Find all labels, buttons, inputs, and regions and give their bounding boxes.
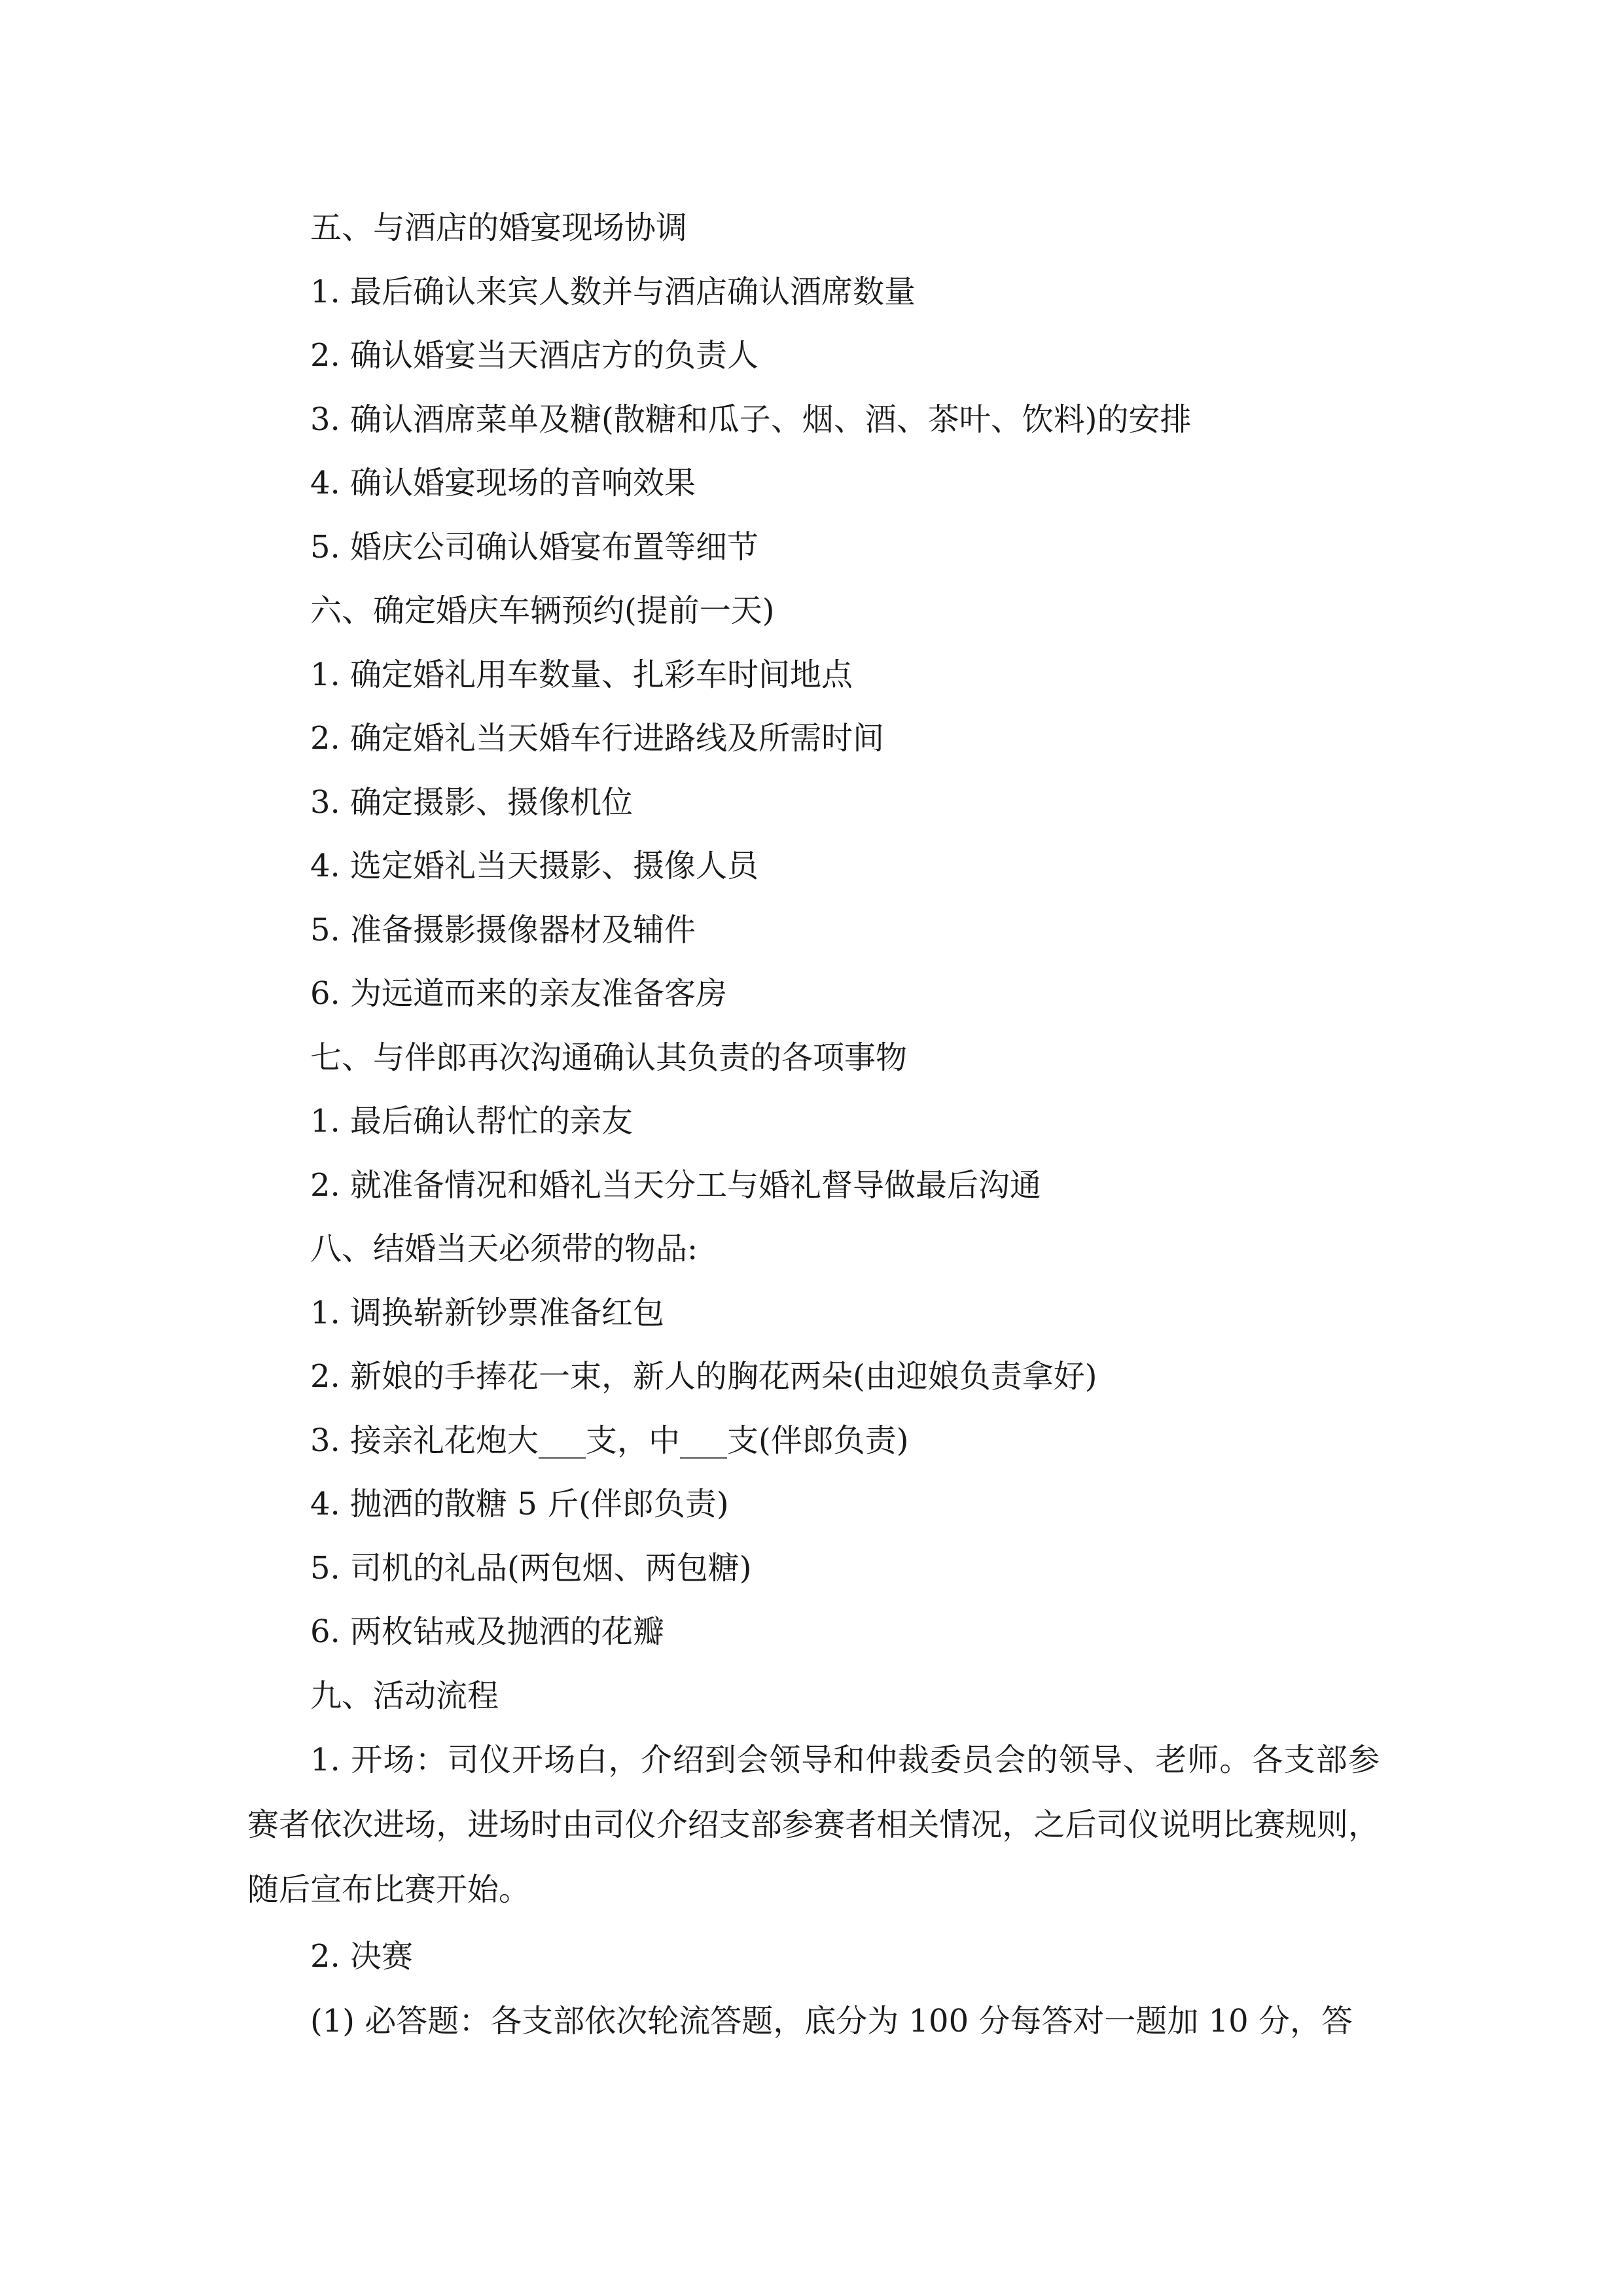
list-item: 3. 确认酒席菜单及糖(散糖和瓜子、烟、酒、茶叶、饮料)的安排 xyxy=(310,401,1192,438)
list-item: 2. 确认婚宴当天酒店方的负责人 xyxy=(310,337,759,374)
list-item: 1. 确定婚礼用车数量、扎彩车时间地点 xyxy=(310,656,853,693)
paragraph-opening: 1. 开场：司仪开场白，介绍到会领导和仲裁委员会的领导、老师。各支部参赛者依次进场，进场时由司仪介绍支部参赛者相关情况，之后司仪说明比赛规则，随后宣布比赛开始。 xyxy=(247,1742,1380,1908)
list-item: 2. 新娘的手捧花一束，新人的胸花两朵(由迎娘负责拿好) xyxy=(310,1358,1097,1395)
list-item: 3. 接亲礼花炮大___支，中___支(伴郎负责) xyxy=(310,1422,909,1459)
section-heading-8: 八、结婚当天必须带的物品: xyxy=(310,1230,698,1267)
section-heading-6: 六、确定婚庆车辆预约(提前一天) xyxy=(310,592,775,629)
section-heading-5: 五、与酒店的婚宴现场协调 xyxy=(310,209,688,246)
list-item: 2. 决赛 xyxy=(310,1938,414,1975)
list-item: 2. 就准备情况和婚礼当天分工与婚礼督导做最后沟通 xyxy=(310,1166,1042,1204)
section-heading-9: 九、活动流程 xyxy=(310,1677,499,1714)
list-item: 4. 确认婚宴现场的音响效果 xyxy=(310,465,696,501)
list-item: 6. 为远道而来的亲友准备客房 xyxy=(310,975,728,1012)
list-item: 5. 婚庆公司确认婚宴布置等细节 xyxy=(310,528,759,565)
list-item: 5. 准备摄影摄像器材及辅件 xyxy=(310,911,696,948)
list-item: 5. 司机的礼品(两包烟、两包糖) xyxy=(310,1549,752,1587)
list-item: 1. 最后确认来宾人数并与酒店确认酒席数量 xyxy=(310,273,916,310)
paragraph-required-questions: (1) 必答题：各支部依次轮流答题，底分为 100 分每答对一题加 10 分，答 xyxy=(310,2002,1353,2039)
list-item: 3. 确定摄影、摄像机位 xyxy=(310,783,633,821)
list-item: 1. 最后确认帮忙的亲友 xyxy=(310,1103,633,1139)
document-body xyxy=(247,196,1380,2054)
list-item: 6. 两枚钻戒及抛洒的花瓣 xyxy=(310,1613,665,1650)
list-item: 4. 抛洒的散糖 5 斤(伴郎负责) xyxy=(310,1486,729,1522)
list-item: 1. 调换崭新钞票准备红包 xyxy=(310,1294,665,1331)
list-item: 2. 确定婚礼当天婚车行进路线及所需时间 xyxy=(310,720,885,757)
section-heading-7: 七、与伴郎再次沟通确认其负责的各项事物 xyxy=(310,1039,908,1076)
list-item: 4. 选定婚礼当天摄影、摄像人员 xyxy=(310,848,759,884)
